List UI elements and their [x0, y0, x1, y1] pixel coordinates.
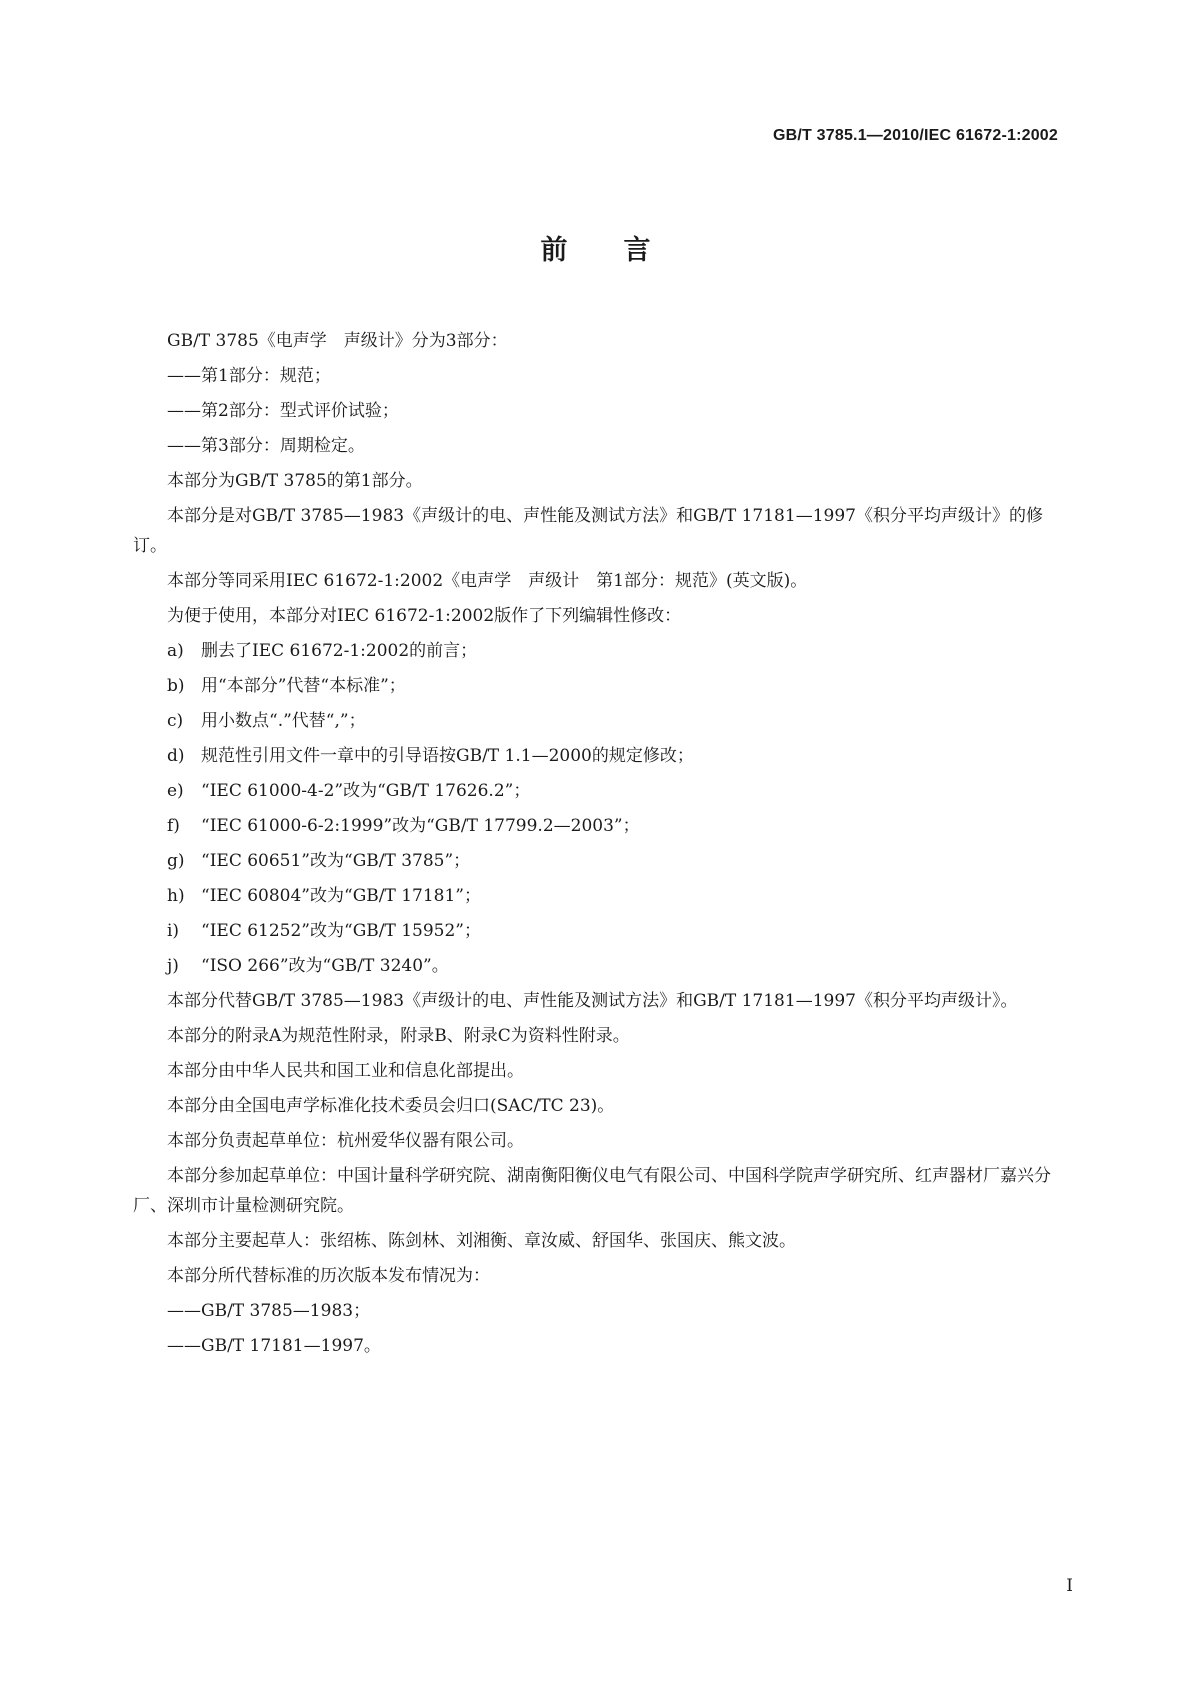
replacement-paragraph: 本部分代替GB/T 3785—1983《声级计的电、声性能及测试方法》和GB/T 17181—1997《积分平均声级计》。 [167, 991, 1018, 1011]
item-label: j) [167, 956, 179, 976]
intro-paragraph: GB/T 3785《电声学 声级计》分为3部分： [167, 331, 508, 351]
history-intro-paragraph: 本部分所代替标准的历次版本发布情况为： [167, 1266, 490, 1286]
editorial-changes-intro: 为便于使用，本部分对IEC 61672-1:2002版作了下列编辑性修改： [167, 606, 682, 626]
item-text: “IEC 60804”改为“GB/T 17181”； [201, 886, 482, 906]
item-label: b) [167, 676, 185, 696]
responsible-drafter-paragraph: 本部分负责起草单位：杭州爱华仪器有限公司。 [167, 1131, 524, 1151]
editorial-change-item [133, 706, 1058, 736]
standard-number-header: GB/T 3785.1—2010/IEC 61672-1:2002 [773, 127, 1058, 144]
editorial-change-item [133, 916, 1058, 946]
annex-paragraph: 本部分的附录A为规范性附录，附录B、附录C为资料性附录。 [167, 1026, 630, 1046]
editorial-change-item [133, 951, 1058, 981]
item-label: g) [167, 851, 185, 871]
item-text: 规范性引用文件一章中的引导语按GB/T 1.1—2000的规定修改； [201, 746, 694, 766]
history-list-item: ——GB/T 17181—1997。 [167, 1336, 381, 1356]
item-text: “IEC 60651”改为“GB/T 3785”； [201, 851, 471, 871]
proposed-by-paragraph: 本部分由中华人民共和国工业和信息化部提出。 [167, 1061, 524, 1081]
part-list-item: ——第1部分：规范； [167, 366, 331, 386]
revision-paragraph: 本部分是对GB/T 3785—1983《声级计的电、声性能及测试方法》和GB/T 17181—1997《积分平均声级计》的修订。 [133, 506, 1043, 556]
item-label: c) [167, 711, 184, 731]
editorial-change-item [133, 811, 1058, 841]
item-text: 用小数点“.”代替“,”； [201, 711, 366, 731]
editorial-change-item [133, 881, 1058, 911]
item-text: 用“本部分”代替“本标准”； [201, 676, 406, 696]
item-label: a) [167, 641, 184, 661]
centralized-by-paragraph: 本部分由全国电声学标准化技术委员会归口(SAC/TC 23)。 [167, 1096, 615, 1116]
item-label: h) [167, 886, 185, 906]
main-drafters-paragraph: 本部分主要起草人：张绍栋、陈剑林、刘湘衡、章汝威、舒国华、张国庆、熊文波。 [167, 1231, 796, 1251]
item-label: f) [167, 816, 180, 836]
part-of-paragraph: 本部分为GB/T 3785的第1部分。 [167, 471, 423, 491]
item-label: e) [167, 781, 184, 801]
part-list-item: ——第2部分：型式评价试验； [167, 401, 399, 421]
item-text: “IEC 61000-6-2:1999”改为“GB/T 17799.2—2003”； [201, 816, 640, 836]
item-text: “IEC 61000-4-2”改为“GB/T 17626.2”； [201, 781, 531, 801]
editorial-change-item [133, 741, 1058, 771]
page-title: 前言 [540, 235, 707, 266]
editorial-change-item [133, 636, 1058, 666]
item-text: 删去了IEC 61672-1:2002的前言； [201, 641, 478, 661]
adoption-paragraph: 本部分等同采用IEC 61672-1:2002《电声学 声级计 第1部分：规范》(英文版)。 [167, 571, 808, 591]
item-label: i) [167, 921, 180, 941]
foreword-body [133, 326, 1058, 1366]
page-number: I [1066, 1576, 1073, 1596]
history-list-item: ——GB/T 3785—1983； [167, 1301, 371, 1321]
part-list-item: ——第3部分：周期检定。 [167, 436, 365, 456]
editorial-change-item [133, 846, 1058, 876]
editorial-change-item [133, 671, 1058, 701]
item-text: “ISO 266”改为“GB/T 3240”。 [201, 956, 449, 976]
item-label: d) [167, 746, 185, 766]
participating-drafters-paragraph: 本部分参加起草单位：中国计量科学研究院、湖南衡阳衡仪电气有限公司、中国科学院声学研究所、红声器材厂嘉兴分厂、深圳市计量检测研究院。 [133, 1166, 1051, 1216]
item-text: “IEC 61252”改为“GB/T 15952”； [201, 921, 482, 941]
editorial-change-item [133, 776, 1058, 806]
